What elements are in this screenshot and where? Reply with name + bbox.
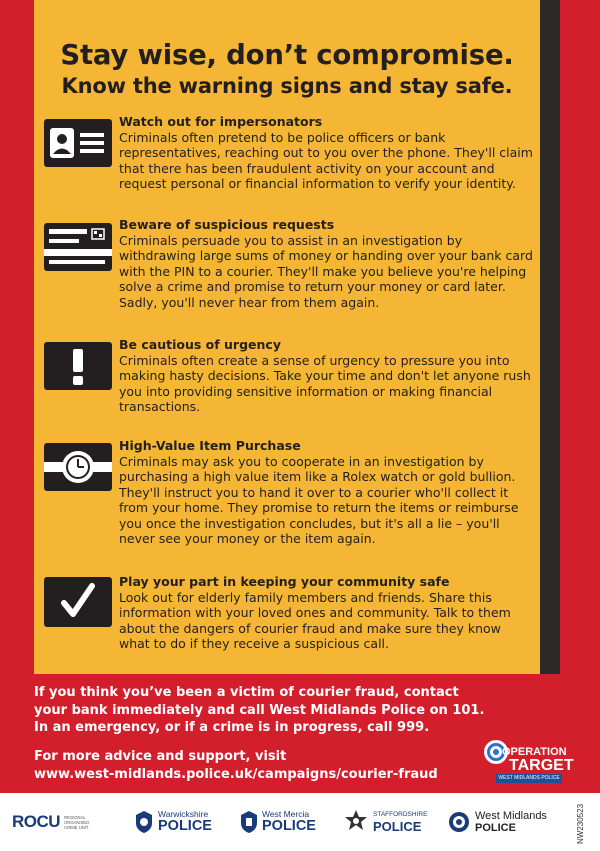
west-mercia-police-logo: West Mercia POLICE [240,793,316,851]
footer-line2: your bank immediately and call West Midlands Police on 101. [34,702,485,718]
partner-logo-strip [0,793,600,851]
section-body: Criminals may ask you to cooperate in an investigation by purchasing a high value item like a Rolex watch or gold bullion. They'll instruct you to hand it over to a courier who'll collect it from your home. They promise to return the items or reimburse you once the investigation concludes, but it's all a lie – you'll never see your money or the item again. [119,453,519,546]
police-star-icon [344,809,368,835]
section-body: Look out for elderly family members and friends. Share this information with your loved ones and community. Talk to them about the dangers of courier fraud and make sure they know what to do if they receive a suspicious call. [119,589,511,651]
headline-line2: Know the warning signs and stay safe. [61,74,513,98]
operation-target-sub: WEST MIDLANDS POLICE [496,774,562,783]
headline [34,38,540,100]
watch-icon [44,443,112,491]
footer-line3: In an emergency, or if a crime is in progress, call 999. [34,720,430,735]
section-body: Criminals persuade you to assist in an investigation by withdrawing large sums of money or handing over your bank card with the PIN to a courier. They'll make you believe you're helping solve a crime and promise to return your money or card later. Sadly, you'll never hear from them again. [119,232,533,310]
section-body: Criminals often create a sense of urgency to pressure you into making hasty decisions. Take your time and don't let anyone rush you into providing sensitive information or making financial transactions. [119,352,531,414]
operation-target-line2: TARGET [509,757,574,774]
checkmark-icon [44,577,112,627]
police-crest-icon [134,810,154,834]
exclamation-icon [44,342,112,390]
phone-101: 101 [452,702,480,718]
section-title: High-Value Item Purchase [119,438,301,453]
rocu-logo: ROCU REGIONAL ORGANISED CRIME UNIT [12,812,90,831]
headline-line1: Stay wise, don’t compromise. [60,39,514,71]
advice-text: For more advice and support, visit [34,749,287,764]
campaign-url-link[interactable]: www.west-midlands.police.uk/campaigns/courier-fraud [34,766,438,782]
staffordshire-police-logo: STAFFORDSHIRE POLICE [344,793,427,851]
operation-target-line1: OPERATION [502,746,567,758]
police-crest-icon [240,810,258,834]
document-code: NW230523 [576,803,585,844]
bank-card-icon [44,223,112,271]
phone-999: 999 [397,720,425,735]
section-title: Be cautious of urgency [119,337,281,352]
id-card-icon [44,119,112,167]
section-title: Beware of suspicious requests [119,217,335,232]
west-midlands-police-logo: West Midlands POLICE [448,793,547,851]
advice-block [34,748,554,783]
police-crest-icon [448,810,470,834]
section-body: Criminals often pretend to be police officers or bank representatives, reaching out to you over the phone. They'll claim that there has been fraudulent activity on your account and request personal or financial information to verify your identity. [119,129,533,191]
dark-side-bar [540,0,560,674]
victim-contact-text [34,684,554,737]
section-title: Play your part in keeping your community safe [119,574,450,589]
section-title: Watch out for impersonators [119,114,323,129]
footer-line1: If you think you’ve been a victim of courier fraud, contact [34,685,459,700]
warwickshire-police-logo: Warwickshire POLICE [134,793,212,851]
